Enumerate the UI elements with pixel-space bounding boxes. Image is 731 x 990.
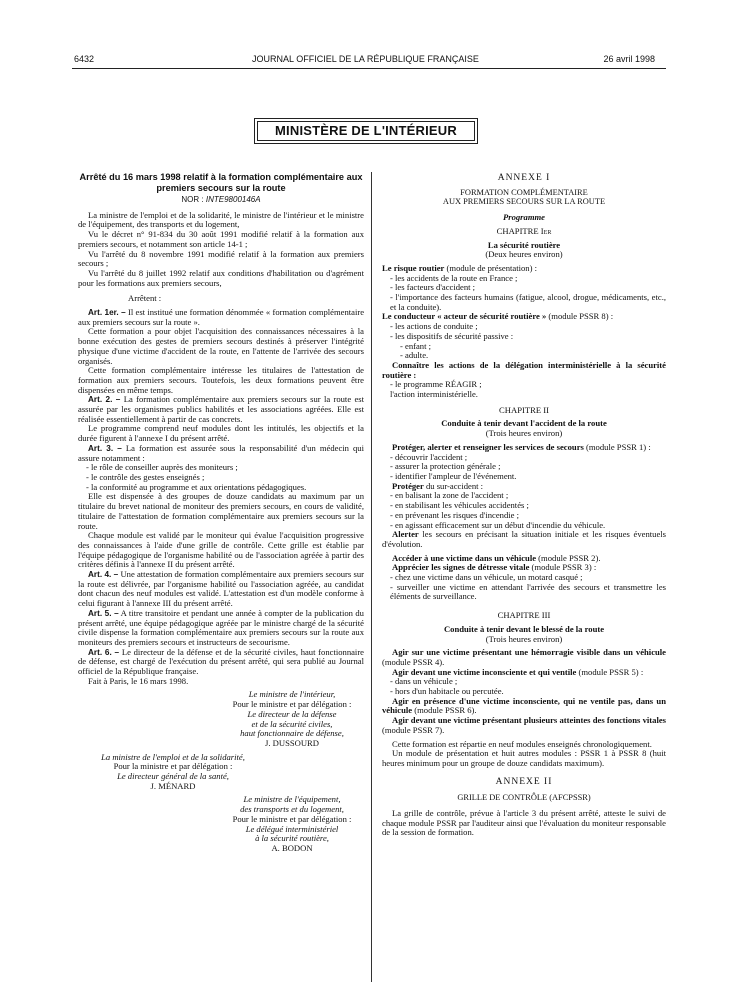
decree-title: Arrêté du 16 mars 1998 relatif à la formation complémentaire aux premiers secours sur la route	[79, 172, 363, 193]
list-item: - en prévenant les risques d'incendie ;	[390, 509, 519, 520]
signature-block-interior	[78, 690, 374, 748]
annex-heading: ANNEXE II	[495, 776, 553, 787]
list-item: - adulte.	[400, 350, 429, 361]
signature-line: Le ministre de l'équipement,	[243, 794, 341, 805]
article-paragraph: Chaque module est validé par le moniteur qui évalue l'acquisition progressive des connaissances à l'aide d'une grille de contrôle. Cette grille est établie par l'équipe pédagogique de l'organisme habilité ou de l'association agréée à partir des critères définis à l'annexe II du présent arrêté.	[78, 530, 364, 570]
module-label: Le risque routier	[382, 262, 445, 273]
arretent: Arrêtent :	[128, 293, 162, 304]
signature-line: Le ministre de l'intérieur,	[248, 689, 336, 700]
ministry-box	[254, 118, 478, 144]
signature-block-equipment	[78, 795, 374, 853]
article-label: Art. 4. –	[88, 570, 119, 580]
module-detail: (module PSSR 2).	[536, 552, 601, 563]
column-divider	[371, 172, 372, 982]
journal-title: JOURNAL OFFICIEL DE LA RÉPUBLIQUE FRANÇAISE	[252, 54, 479, 64]
list-item: l'action interministérielle.	[390, 389, 478, 400]
module-detail: (module PSSR 1) :	[583, 441, 651, 452]
annex-title: AUX PREMIERS SECOURS SUR LA ROUTE	[442, 197, 606, 207]
article-paragraph: Cette formation a pour objet l'acquisition des connaissances nécessaires à la bonne exécution des gestes de premiers secours destinés à préserver l'intégrité physique d'une victime d'accident de la route, en l'attente de l'arrivée des secours organisés.	[78, 326, 364, 366]
signature-line: à la sécurité routière,	[255, 833, 329, 844]
list-item: - le rôle de conseiller auprès des moniteurs ;	[86, 462, 238, 473]
signatory-name: J. MÉNARD	[150, 780, 196, 791]
signature-line: haut fonctionnaire de défense,	[240, 728, 344, 739]
list-item: - la conformité au programme et aux orientations pédagogiques.	[86, 481, 307, 492]
article-3	[78, 444, 364, 463]
module-detail: (module PSSR 6).	[412, 705, 477, 716]
nor-value: INTE9800146A	[205, 195, 261, 204]
article-text: Une attestation de formation complémentaire aux premiers secours sur la route est délivrée, par l'organisme habilité ou l'association agréée, au candidat dont chacun des neuf modules est validé. L'attestation est d'un modèle conforme à celui figurant à l'annexe III du présent arrêté.	[78, 569, 364, 609]
list-item: - en balisant la zone de l'accident ;	[390, 490, 509, 501]
article-6	[78, 648, 364, 677]
annex-title: FORMATION COMPLÉMENTAIRE	[460, 187, 588, 197]
article-paragraph: Cette formation complémentaire intéresse les titulaires de l'attestation de formation aux premiers secours. Toutefois, les deux formations peuvent être dispensées en même temps.	[78, 365, 364, 395]
right-column	[382, 172, 666, 838]
signatory-name: J. DUSSOURD	[265, 737, 319, 748]
programme-heading: Programme	[502, 212, 545, 223]
left-column	[78, 172, 364, 854]
chapter-title: La sécurité routière	[487, 239, 561, 250]
module-detail: (module de présentation) :	[444, 262, 537, 273]
signature-line: La ministre de l'emploi et de la solidarité,	[101, 751, 245, 762]
module-label: Agir en présence d'une victime inconsciente, qui ne ventile pas, dans un véhicule	[382, 695, 666, 716]
article-label: Art. 3. –	[88, 443, 122, 453]
article-text: A titre transitoire et pendant une année à compter de la publication du présent arrêté, une équipe pédagogique agréée par le ministre chargé de la sécurité civile dispense la formation complémentaire aux premiers secours sur la route aux moniteurs des premiers secours et instructeurs de secourisme.	[78, 607, 364, 647]
module-label: Alerter	[392, 529, 419, 540]
module-detail: (module PSSR 4).	[382, 656, 445, 667]
chapter-heading: CHAPITRE II	[499, 404, 549, 415]
module-label: Protéger, alerter et renseigner les services de secours	[392, 441, 584, 452]
header-rule	[72, 68, 666, 69]
intro-paragraph: Vu l'arrêté du 8 juillet 1992 relatif aux conditions d'habilitation ou d'agrément pour les formations aux premiers secours,	[78, 267, 364, 288]
list-item: - hors d'un habitacle ou percutée.	[390, 686, 504, 697]
list-item: - les dispositifs de sécurité passive :	[390, 330, 514, 341]
nor-reference	[78, 195, 364, 205]
nor-label: NOR :	[181, 195, 204, 204]
module-heading: Connaître les actions de la délégation interministérielle à la sécurité routière :	[382, 359, 666, 380]
article-paragraph: Elle est dispensée à des groupes de douze candidats au maximum par un titulaire du brevet national de moniteur des premiers secours, en cours de validité, titulaire de l'attestation de formation complémentaire aux premiers secours sur la route.	[78, 491, 364, 531]
module-heading	[382, 530, 666, 549]
module-detail: (module PSSR 5) :	[576, 666, 644, 677]
intro-paragraph: La ministre de l'emploi et de la solidarité, le ministre de l'intérieur et le ministre de l'équipement, des transports et du logement,	[78, 209, 364, 230]
article-label: Art. 1er. –	[88, 308, 126, 318]
article-label: Art. 2. –	[88, 395, 121, 405]
list-item: - enfant ;	[400, 340, 432, 351]
list-item: - les actions de conduite ;	[390, 321, 478, 332]
signature-line: Pour le ministre et par délégation :	[232, 813, 352, 824]
module-detail: du sur-accident :	[423, 480, 484, 491]
signature-line: Pour la ministre et par délégation :	[113, 761, 233, 772]
module-heading	[382, 648, 666, 667]
annex-title: GRILLE DE CONTRÔLE (AFCPSSR)	[457, 793, 591, 803]
module-detail: (module PSSR 8) :	[546, 311, 614, 322]
page-number: 6432	[74, 54, 95, 64]
list-item: - le contrôle des gestes enseignés ;	[86, 471, 205, 482]
signature-line: Pour le ministre et par délégation :	[232, 699, 352, 710]
signature-line: Le directeur général de la santé,	[117, 771, 229, 782]
article-4	[78, 570, 364, 609]
module-heading	[382, 697, 666, 716]
article-2	[78, 395, 364, 424]
chapter-duration: (Trois heures environ)	[485, 428, 563, 439]
list-item: - identifier l'ampleur de l'événement.	[390, 470, 517, 481]
article-label: Art. 5. –	[88, 608, 119, 618]
body-paragraph: La grille de contrôle, prévue à l'article 3 du présent arrêté, atteste le suivi de chaque module PSSR par l'auditeur ainsi que l'évaluation du moniteur responsable de la session de formation.	[382, 808, 666, 838]
signature-block-employment	[78, 753, 268, 792]
module-label: Agir sur une victime présentant une hémorragie visible dans un véhicule	[392, 647, 666, 658]
article-text: La formation est assurée sous la responsabilité d'un médecin qui assure notamment :	[78, 442, 364, 463]
article-label: Art. 6. –	[88, 647, 120, 657]
chapter-title: Conduite à tenir devant le blessé de la route	[443, 623, 605, 634]
ministry-title: MINISTÈRE DE L'INTÉRIEUR	[257, 121, 475, 141]
list-item: - chez une victime dans un véhicule, un motard casqué ;	[390, 572, 583, 583]
issue-date: 26 avril 1998	[603, 54, 655, 64]
module-label: Agir devant une victime présentant plusieurs atteintes des fonctions vitales	[392, 715, 666, 726]
chapter-duration: (Trois heures environ)	[485, 633, 563, 644]
list-item: - assurer la protection générale ;	[390, 461, 501, 472]
intro-paragraph: Vu le décret n° 91-834 du 30 août 1991 modifié relatif à la formation aux premiers secours, et notamment son article 14-1 ;	[78, 229, 364, 249]
module-label: Protéger	[392, 480, 424, 491]
signature-line: Le directeur de la défense	[247, 708, 337, 719]
article-text: La formation complémentaire aux premiers secours sur la route est assurée par les organismes publics habilités et les associations agréées. Elle est réalisée essentiellement à partir de cas concrets.	[78, 394, 364, 424]
list-item: - les facteurs d'accident ;	[390, 282, 476, 293]
chapter-duration: (Deux heures environ)	[485, 249, 563, 260]
list-item: - en agissant efficacement sur un début d'incendie du véhicule.	[390, 519, 606, 530]
module-detail: (module PSSR 3) :	[529, 562, 597, 573]
list-item: - les accidents de la route en France ;	[390, 272, 518, 283]
list-item: - le programme RÉAGIR ;	[390, 379, 482, 390]
body-paragraph: Un module de présentation et huit autres modules : PSSR 1 à PSSR 8 (huit heures minimum pour un groupe de douze candidats maximum).	[382, 748, 666, 768]
article-5	[78, 609, 364, 648]
module-label: Accéder à une victime dans un véhicule	[392, 552, 537, 563]
list-item: - l'importance des facteurs humains (fatigue, alcool, drogue, médicaments, etc., et la conduite).	[390, 292, 666, 312]
module-detail: (module PSSR 7).	[382, 724, 445, 735]
module-heading	[382, 716, 666, 735]
list-item: - dans un véhicule ;	[390, 676, 458, 687]
signature-place-date: Fait à Paris, le 16 mars 1998.	[88, 675, 189, 686]
body-paragraph: Cette formation est répartie en neuf modules enseignés chronologiquement.	[392, 738, 652, 749]
signatory-name: A. BODON	[271, 843, 313, 853]
chapter-title: Conduite à tenir devant l'accident de la route	[441, 418, 607, 429]
signature-line: Le délégué interministériel	[245, 823, 339, 834]
article-text: Il est institué une formation dénommée « formation complémentaire aux premiers secours sur la route ».	[78, 307, 365, 327]
running-header	[0, 54, 731, 68]
signature-line: des transports et du logement,	[240, 804, 344, 815]
list-item: - surveiller une victime en attendant l'arrivée des secours et transmettre les éléments de surveillance.	[390, 581, 666, 602]
module-label: Agir devant une victime inconsciente et qui ventile	[392, 666, 577, 677]
article-1	[78, 308, 364, 327]
intro-paragraph: Vu l'arrêté du 8 novembre 1991 modifié relatif à la formation aux premiers secours ;	[78, 248, 364, 269]
module-detail: les secours en précisant la situation initiale et les risques éventuels d'évolution.	[382, 529, 666, 549]
list-item: - découvrir l'accident ;	[390, 451, 468, 462]
article-text: Le directeur de la défense et de la sécurité civiles, haut fonctionnaire de défense, est chargé de l'exécution du présent arrêté, qui sera publié au Journal officiel de la République française.	[78, 646, 364, 677]
module-label: Apprécier les signes de détresse vitale	[392, 562, 530, 573]
chapter-heading: CHAPITRE III	[497, 610, 551, 621]
list-item: - en stabilisant les véhicules accidentés ;	[390, 500, 529, 511]
signature-line: et de la sécurité civiles,	[251, 718, 333, 729]
chapter-heading: CHAPITRE Ier	[496, 225, 552, 236]
module-label: Le conducteur « acteur de sécurité routière »	[382, 311, 547, 322]
article-paragraph: Le programme comprend neuf modules dont les intitulés, les objectifs et la durée figurent à l'annexe I du présent arrêté.	[78, 423, 364, 444]
annex-heading: ANNEXE I	[497, 173, 551, 183]
